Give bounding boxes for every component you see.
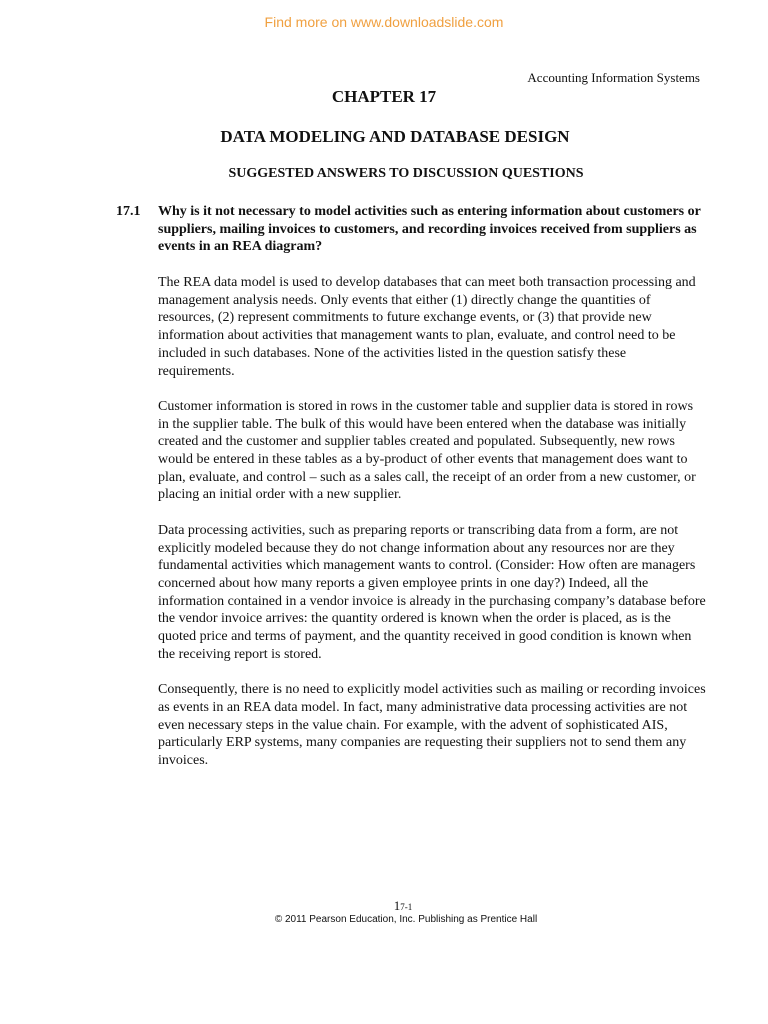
copyright-notice: © 2011 Pearson Education, Inc. Publishing as Prentice Hall (274, 914, 538, 925)
page-number (0, 898, 768, 914)
watermark-link[interactable]: Find more on www.downloadslide.com (264, 14, 504, 30)
answer-body (158, 274, 706, 787)
page-number-suffix: 7-1 (400, 902, 413, 912)
question-text: Why is it not necessary to model activities such as entering information about customers or suppliers, mailing invoices to customers, and recording invoices received from suppliers as events in an REA diagram? (158, 204, 701, 255)
answer-paragraph-4: Consequently, there is no need to explicitly model activities such as mailing or recording invoices as events in an REA data model. In fact, many administrative data processing activities are not even necessary steps in the value chain. For example, with the advent of sophisticated AIS, particularly ERP systems, many companies are requesting their suppliers not to send them any invoices. (158, 682, 706, 768)
chapter-title: DATA MODELING AND DATABASE DESIGN (220, 127, 570, 146)
answer-paragraph-2: Customer information is stored in rows in the customer table and supplier data is stored in rows in the supplier table. The bulk of this would have been entered when the database was initially created and the customer and supplier tables created and populated. Subsequently, new rows would be entered in these tables as a by-product of other events that management does want to plan, evaluate, and control – such as a sales call, the receipt of an order from a new customer, or placing an initial order with a new supplier. (158, 398, 696, 503)
answer-paragraph-3: Data processing activities, such as preparing reports or transcribing data from a form, are not explicitly modeled because they do not change information about any resources nor are they fundamental activities which management wants to control. (Consider: How often are managers concerned about how many reports a given employee prints in one day?) Indeed, all the information contained in a vendor invoice is already in the purchasing company’s database before the vendor invoice arrives: the quantity ordered is known when the order is placed, as is the quoted price and terms of payment, and the quantity received in good condition is known when the receiving report is stored. (158, 522, 706, 662)
chapter-number: CHAPTER 17 (331, 87, 437, 106)
page-number-prefix: 1 (393, 898, 401, 913)
section-title: SUGGESTED ANSWERS TO DISCUSSION QUESTIONS (228, 166, 584, 181)
running-head: Accounting Information Systems (527, 70, 700, 85)
question-number: 17.1 (116, 204, 141, 219)
answer-paragraph-1: The REA data model is used to develop databases that can meet both transaction processing and management analysis needs. Only events that either (1) directly change the quantities of resources, (2) represent commitments to future exchange events, or (3) that provide new information about activities that management wants to plan, evaluate, and control need to be included in such databases. None of the activities listed in the question satisfy these requirements. (158, 275, 696, 379)
